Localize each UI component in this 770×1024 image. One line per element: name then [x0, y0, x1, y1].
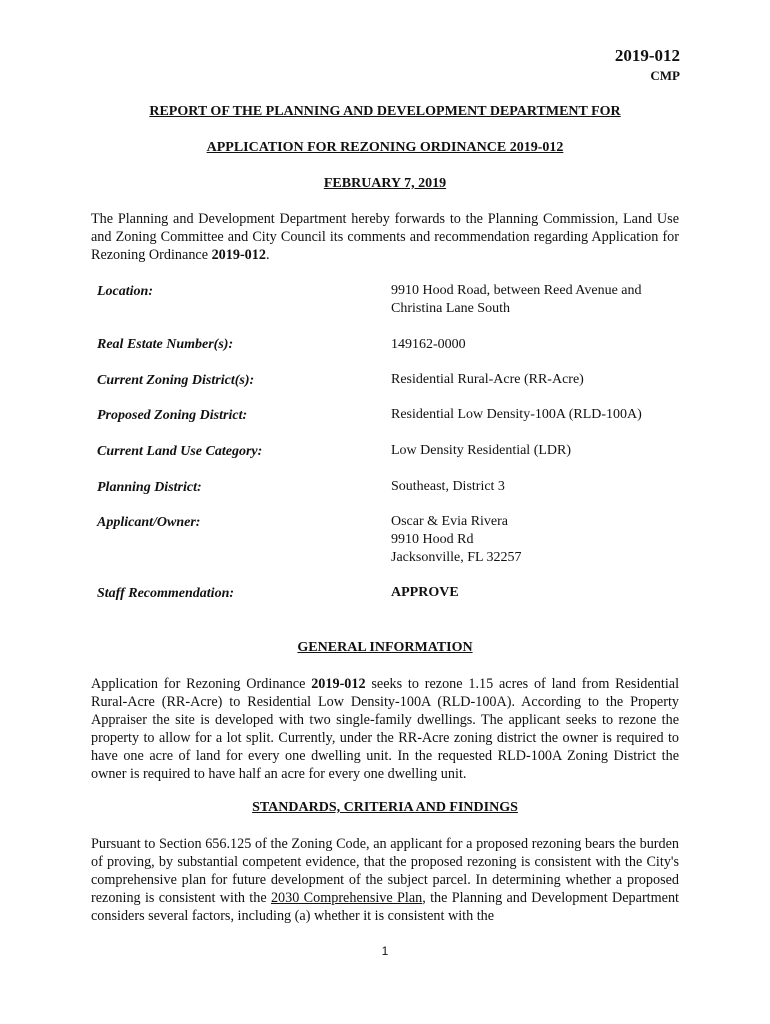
proposed-zoning-value: Residential Low Density-100A (RLD-100A): [391, 407, 642, 422]
real-estate-value: 149162-0000: [391, 337, 466, 352]
applicant-city: Jacksonville, FL 32257: [391, 550, 522, 565]
general-ordinance: 2019-012: [311, 676, 366, 692]
applicant-name: Oscar & Evia Rivera: [391, 514, 509, 529]
general-info-paragraph: Application for Rezoning Ordinance 2019-012 seeks to rezone 1.15 acres of land from Residential Rural-Acre (RR-Acre) to Residential Low Density-100A (RLD-100A). According to the Property Appraiser the site is developed with two single-family dwellings. The applicant seeks to rezone the property to allow for a lot split. Currently, under the RR-Acre zoning district the owner is required to have one acre of land for every one dwelling unit. In the requested RLD-100A Zoning District the owner is required to have half an acre for every one dwelling unit.: [91, 676, 680, 782]
current-zoning-label: Current Zoning District(s):: [97, 373, 255, 388]
intro-ordinance: 2019-012: [211, 247, 266, 263]
ordinance-number: 2019-012: [614, 46, 680, 65]
land-use-value: Low Density Residential (LDR): [391, 443, 572, 458]
planning-district-value: Southeast, District 3: [391, 479, 505, 494]
location-label: Location:: [97, 284, 153, 299]
document-code: CMP: [650, 68, 680, 83]
intro-paragraph: The Planning and Development Department hereby forwards to the Planning Commission, Land Use and Zoning Committee and City Council its comments and recommendation regarding Application for Rezoning Ordinance 2019-012.: [91, 211, 679, 263]
staff-recommendation-value: APPROVE: [391, 585, 459, 600]
planning-district-label: Planning District:: [97, 480, 202, 495]
current-zoning-value: Residential Rural-Acre (RR-Acre): [391, 372, 584, 387]
general-info-heading: GENERAL INFORMATION: [297, 640, 473, 655]
comprehensive-plan-reference: 2030 Comprehensive Plan: [270, 890, 423, 906]
location-value: 9910 Hood Road, between Reed Avenue and Christina Lane South: [391, 283, 642, 316]
staff-recommendation-label: Staff Recommendation:: [97, 586, 235, 601]
report-title: REPORT OF THE PLANNING AND DEVELOPMENT DEPARTMENT FOR: [149, 104, 621, 119]
land-use-label: Current Land Use Category:: [97, 444, 263, 459]
standards-heading: STANDARDS, CRITERIA AND FINDINGS: [252, 800, 518, 815]
real-estate-label: Real Estate Number(s):: [97, 337, 234, 352]
applicant-value: [391, 513, 681, 567]
application-title: APPLICATION FOR REZONING ORDINANCE 2019-012: [206, 140, 564, 155]
applicant-label: Applicant/Owner:: [97, 515, 201, 530]
standards-paragraph: Pursuant to Section 656.125 of the Zoning Code, an applicant for a proposed rezoning bears the burden of proving, by substantial competent evidence, that the proposed rezoning is consistent with the City's comprehensive plan for future development of the subject parcel. In determining whether a proposed rezoning is consistent with the 2030 Comprehensive Plan, the Planning and Development Department considers several factors, including (a) whether it is consistent with the: [91, 836, 679, 924]
page-number: 1: [381, 944, 389, 958]
proposed-zoning-label: Proposed Zoning District:: [97, 408, 248, 423]
applicant-street: 9910 Hood Rd: [391, 532, 474, 547]
report-date: FEBRUARY 7, 2019: [323, 176, 447, 191]
